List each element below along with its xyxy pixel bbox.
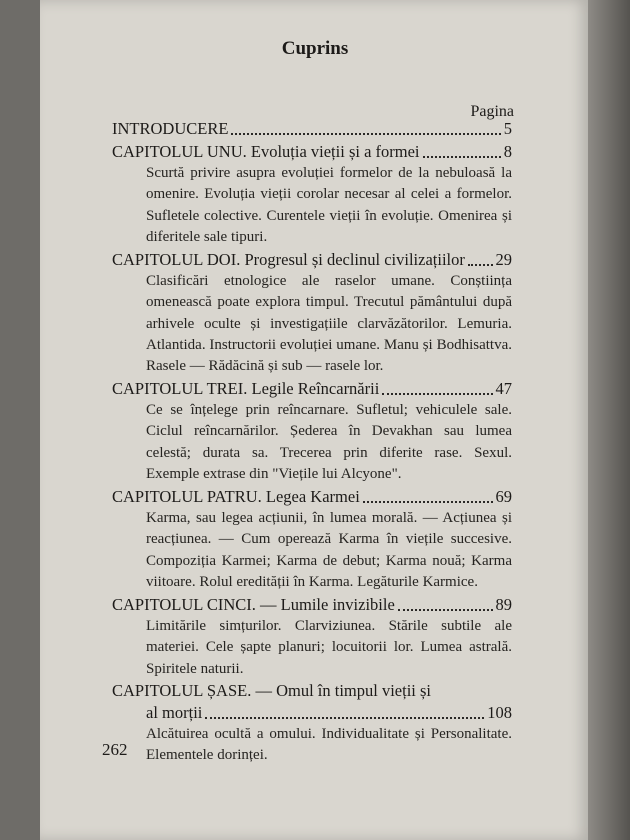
page-title: Cuprins <box>281 38 349 59</box>
page-column-label: Pagina <box>470 103 514 120</box>
leader-dots <box>231 132 500 135</box>
entry-title: INTRODUCERE <box>112 119 229 138</box>
entry-title: CAPITOLUL UNU. Evoluția vieții și a formei <box>112 142 420 161</box>
entry-page: 69 <box>495 487 512 506</box>
entry-page: 89 <box>495 595 512 614</box>
leader-dots <box>468 263 493 266</box>
entry-description: Alcătuirea ocultă a omului. Individualitate și Personalitate. Elementele dorinței. <box>146 726 512 764</box>
toc-entry-chapter-1 <box>112 141 512 248</box>
entry-description: Limitările simțurilor. Clarviziunea. Stările subtile ale materiei. Cele șapte planuri; locuitorii lor. Lumea astrală. Spiritele naturii. <box>146 618 512 677</box>
entry-description: Clasificări etnologice ale raselor umane. Conștiința omenească poate explora timpul. Trecutul pământului după arhivele oculte și investigațiile clarvăzătorilor. Lemuria. Atlantida. Instructorii evoluției umane. Manu și Bodhisattva. Rasele — Rădăcină și sub — rasele lor. <box>146 273 512 375</box>
leader-dots <box>205 716 484 719</box>
leader-dots <box>382 392 492 395</box>
entry-page: 8 <box>503 142 512 161</box>
entry-title: CAPITOLUL PATRU. Legea Karmei <box>112 487 360 506</box>
page-edge <box>588 0 630 840</box>
toc-entry-introduction <box>112 118 512 140</box>
toc-entry-chapter-2 <box>112 249 512 377</box>
entry-title-continued: al morții <box>146 703 203 722</box>
entry-page: 5 <box>503 119 512 138</box>
toc-entry-chapter-6 <box>112 680 512 767</box>
entry-description: Scurtă privire asupra evoluției formelor de la nebuloasă la omenire. Evoluția vieții corolar necesar al celei a formelor. Sufletele colective. Curentele vieții în evoluție. Omenirea și diferitele sale tipuri. <box>146 165 512 245</box>
toc-entry-chapter-3 <box>112 378 512 485</box>
toc-entry-chapter-4 <box>112 486 512 593</box>
entry-page: 108 <box>487 703 512 722</box>
entry-page: 47 <box>495 379 512 398</box>
entry-title: CAPITOLUL TREI. Legile Reîncarnării <box>112 379 380 398</box>
entry-page: 29 <box>495 250 512 269</box>
entry-title: CAPITOLUL CINCI. — Lumile invizibile <box>112 595 395 614</box>
leader-dots <box>398 608 493 611</box>
leader-dots <box>363 500 493 503</box>
entry-title: CAPITOLUL DOI. Progresul și declinul civilizațiilor <box>112 250 465 269</box>
entry-description: Karma, sau legea acțiunii, în lumea morală. — Acțiunea și reacțiunea. — Cum operează Karma în viețile succesive. Compoziția Karmei; Karma de debut; Karma nouă; Karma viitoare. Rolul eredității în Karma. Legăturile Karmice. <box>146 510 512 590</box>
entry-title: CAPITOLUL ȘASE. — Omul în timpul vieții și <box>112 681 432 700</box>
leader-dots <box>423 155 501 158</box>
toc-entry-chapter-5 <box>112 594 512 680</box>
page-number: 262 <box>102 740 128 759</box>
entry-description: Ce se înțelege prin reîncarnare. Sufletul; vehiculele sale. Ciclul reîncarnărilor. Șederea în Devakhan sau lumea celestă; durata sa. Trecerea prin diferite rase. Sexul. Exemple extrase din "Viețile lui Alcyone". <box>146 402 512 482</box>
